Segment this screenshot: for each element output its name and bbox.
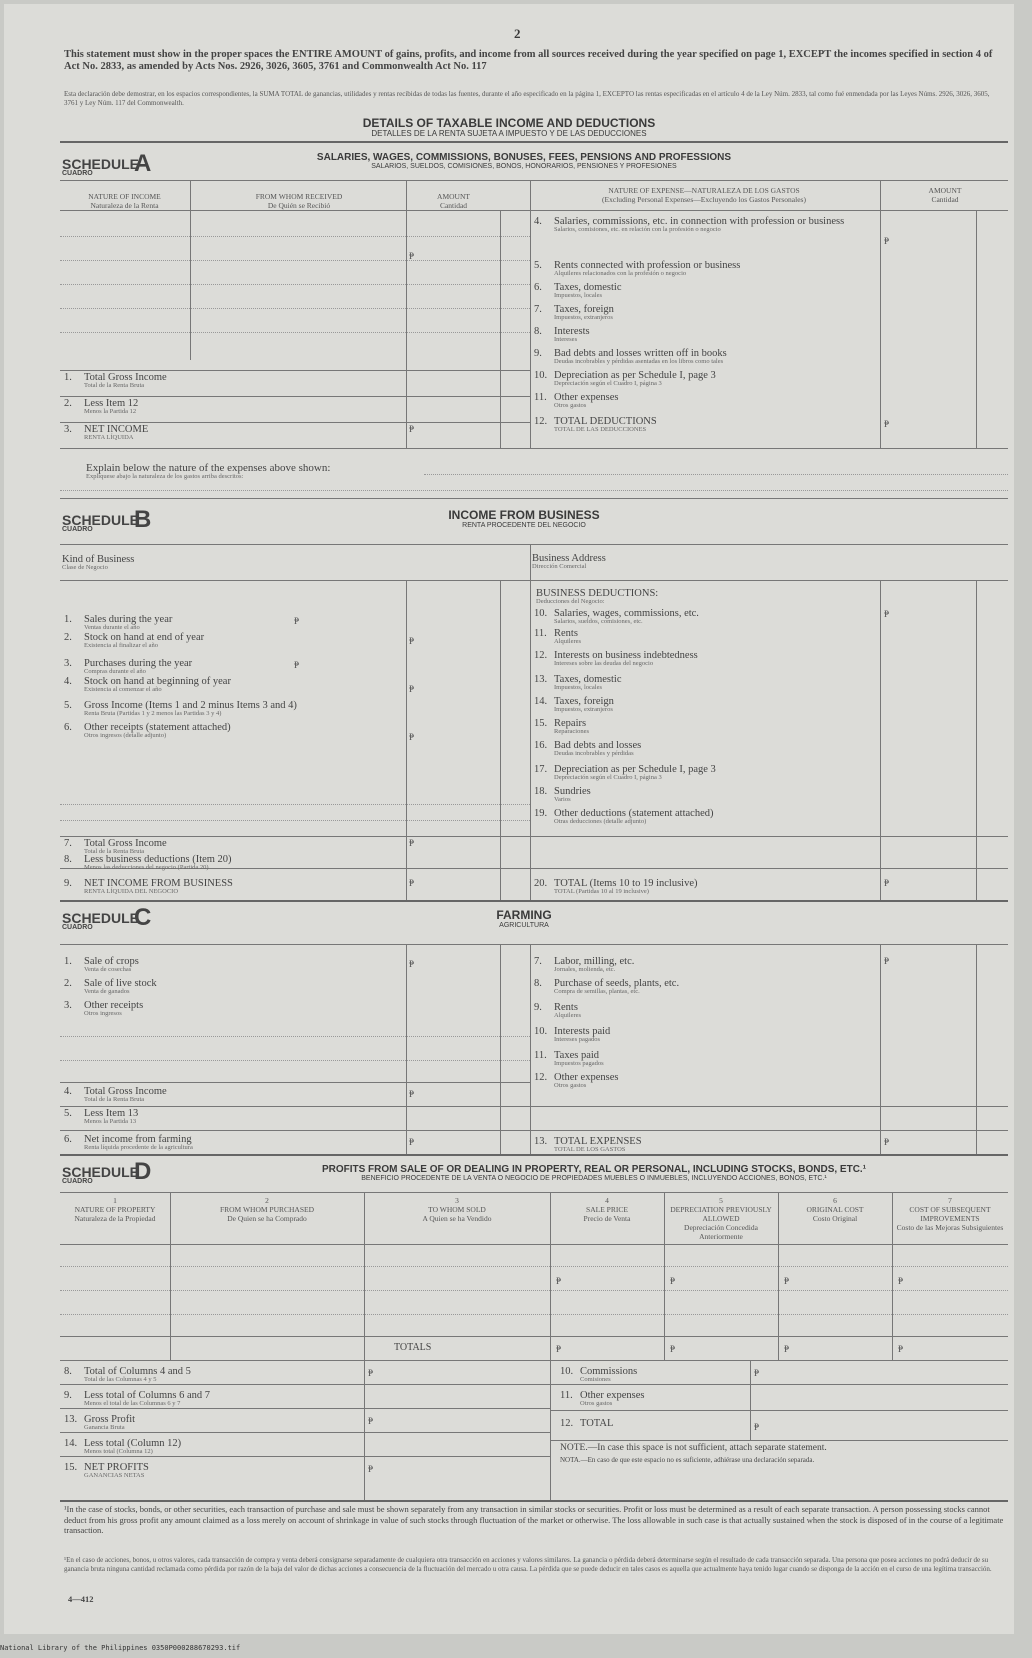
line-label: Labor, milling, etc. [554, 956, 635, 967]
line-label: Interests paid [554, 1026, 611, 1037]
line-number: 4. [64, 1086, 72, 1097]
line-label: Taxes paid [554, 1050, 600, 1061]
line-item [534, 808, 874, 825]
line-number: 11. [560, 1390, 573, 1401]
line-number: 13. [534, 1136, 548, 1147]
line-label: Other receipts [84, 1000, 144, 1011]
line-number: 12. [560, 1418, 574, 1429]
col-en: SALE PRICE [586, 1205, 628, 1214]
business-deductions-head: BUSINESS DEDUCTIONS: Deducciones del Negocio: [536, 588, 659, 605]
line-label: Other expenses [580, 1390, 645, 1401]
schedule-a-label: SCHEDULE A CUADRO [62, 150, 152, 177]
line-label-es: Intereses [554, 336, 578, 343]
line-item [534, 216, 874, 233]
col-from-whom-received: FROM WHOM RECEIVED De Quién se Recibió [255, 192, 343, 210]
line-label-es: Venta de ganados [84, 988, 130, 995]
line-label-es: Salarios, sueldos, comisiones, etc. [554, 618, 643, 625]
line-number: 17. [534, 764, 548, 775]
line-label: NET INCOME FROM BUSINESS [84, 878, 233, 889]
line-label: Other deductions (statement attached) [554, 808, 714, 819]
line-item [64, 398, 394, 415]
line-label-es: Comisiones [580, 1376, 611, 1383]
line-number: 5. [534, 260, 542, 271]
line-item [534, 696, 874, 713]
line-label-es: Otros gastos [554, 402, 587, 409]
line-number: 15. [64, 1462, 78, 1473]
line-label: Less total (Column 12) [84, 1438, 182, 1449]
line-item [534, 1026, 874, 1043]
line-label: Sale of live stock [84, 978, 157, 989]
line-label: Stock on hand at end of year [84, 632, 205, 643]
col-amount-2: AMOUNT Cantidad [928, 186, 962, 204]
line-number: 9. [64, 878, 72, 889]
line-item [64, 1462, 354, 1479]
line-number: 10. [560, 1366, 574, 1377]
line-number: 11. [534, 628, 547, 639]
line-label: Stock on hand at beginning of year [84, 676, 231, 687]
line-number: 3. [64, 1000, 72, 1011]
col-n: 2 [265, 1196, 269, 1205]
line-item [64, 878, 394, 895]
kind-of-business: Kind of Business Clase de Negocio [62, 554, 135, 571]
schedule-d-col-7 [892, 1196, 1008, 1232]
scan-label: National Library of the Philippines 0350P000288670293.tif [0, 1644, 241, 1652]
col-en: COST OF SUBSEQUENT IMPROVEMENTS [909, 1205, 991, 1223]
line-label: NET PROFITS [84, 1462, 149, 1473]
line-item [64, 1108, 394, 1125]
line-label-es: TOTAL DE LAS DEDUCCIONES [554, 426, 647, 433]
line-number: 8. [534, 326, 542, 337]
col-es: A Quien se ha Vendido [422, 1214, 492, 1223]
line-label-es: Depreciación según el Cuadro I, página 3 [554, 774, 662, 781]
line-label: Less business deductions (Item 20) [84, 854, 232, 865]
line-label: TOTAL DEDUCTIONS [554, 416, 657, 427]
line-label-es: Total de la Renta Bruta [84, 382, 145, 389]
line-label-es: Deudas incobrables y pérdidas asentadas en los libros como tales [554, 358, 724, 365]
line-item [64, 1414, 354, 1431]
col-nature-of-expense: NATURE OF EXPENSE—NATURALEZA DE LOS GASTOS (Excluding Personal Expenses—Excluyendo los Gastos Personales) [602, 186, 806, 204]
line-item [534, 978, 874, 995]
line-label: Less total of Columns 6 and 7 [84, 1390, 210, 1401]
line-label-es: TOTAL DE LOS GASTOS [554, 1146, 626, 1153]
line-label-es: Total de las Columnas 4 y 5 [84, 1376, 157, 1383]
line-label: Purchase of seeds, plants, etc. [554, 978, 680, 989]
line-label: Purchases during the year [84, 658, 193, 669]
line-label-es: Renta Bruta (Partidas 1 y 2 menos las Partidas 3 y 4) [84, 710, 222, 717]
line-item [64, 658, 394, 675]
line-item [64, 1086, 394, 1103]
col-es: Costo Original [812, 1214, 858, 1223]
col-n: 3 [455, 1196, 459, 1205]
col-es: De Quien se ha Comprado [227, 1214, 307, 1223]
line-label: Gross Profit [84, 1414, 136, 1425]
line-label-es: Menos las deducciones del negocio (Partida 20) [84, 864, 209, 871]
line-label-es: TOTAL (Partidas 10 al 19 inclusive) [554, 888, 649, 895]
footnote-english: ¹In the case of stocks, bonds, or other securities, each transaction of purchase and sale must be shown separately from any transaction in similar stocks or securities. Profit or loss must be determined as a result of each separate transaction. A person possessing stocks cannot deduct from his gross profit any amount claimed as a loss merely on account of shrinkage in value of such stocks through fluctuation of the market or otherwise. The loss allowable in such case is that actually sustained when the stock is disposed of in the course of a legitimate transaction. [64, 1504, 1004, 1535]
line-label-es: Impuestos pagados [554, 1060, 604, 1067]
line-label: Total Gross Income [84, 1086, 167, 1097]
line-label-es: Total de la Renta Bruta [84, 848, 145, 855]
line-label-es: Compras durante el año [84, 668, 146, 675]
line-label-es: Alquileres [554, 1012, 582, 1019]
line-label-es: Existencia al finalizar el año [84, 642, 158, 649]
line-label-es: GANANCIAS NETAS [84, 1472, 145, 1479]
line-item [534, 674, 874, 691]
schedule-d-col-3 [364, 1196, 550, 1223]
line-label: Interests [554, 326, 590, 337]
line-item [534, 786, 874, 803]
line-item [534, 304, 874, 321]
line-label-es: Deudas incobrables y pérdidas [554, 750, 634, 757]
line-label-es: Otros gastos [554, 1082, 587, 1089]
line-label: TOTAL EXPENSES [554, 1136, 642, 1147]
main-title-es: DETALLES DE LA RENTA SUJETA A IMPUESTO Y DE LAS DEDUCCIONES [371, 129, 647, 138]
line-item [534, 628, 874, 645]
col-en: ORIGINAL COST [806, 1205, 864, 1214]
line-item [64, 676, 394, 693]
line-item [64, 854, 394, 871]
line-item [534, 718, 874, 735]
line-number: 7. [534, 304, 542, 315]
line-number: 10. [534, 1026, 548, 1037]
line-number: 6. [534, 282, 542, 293]
line-label: Less Item 12 [84, 398, 139, 409]
line-label-es: Menos total (Columna 12) [84, 1448, 153, 1455]
intro-spanish: Esta declaración debe demostrar, en los espacios correspondientes, la SUMA TOTAL de ganancias, utilidades y rentas recibidas de todas las fuentes, durante el año especificado en la página 1, EXCEPTO las rentas especificadas en el artículo 4 de la Ley Núm. 2833, tal como fué enmendada por las Leyes Núms. 2926, 3026, 3605, 3761 y Ley Núm. 117 del Commonwealth. [64, 90, 990, 107]
line-label: Net income from farming [84, 1134, 192, 1145]
line-number: 19. [534, 808, 548, 819]
totals-label: TOTALS [394, 1342, 432, 1353]
line-item [64, 1438, 354, 1455]
intro-english: This statement must show in the proper spaces the ENTIRE AMOUNT of gains, profits, and income from all sources received during the year specified on page 1, EXCEPT the incomes specified in section 4 of Act No. 2833, as amended by Acts Nos. 2926, 3026, 3605, 3761 and Commonwealth Act No. 117 [64, 49, 993, 72]
line-item [64, 956, 394, 973]
col-n: 7 [948, 1196, 952, 1205]
col-es: Costo de las Mejoras Subsiguientes [896, 1223, 1004, 1232]
line-item [534, 650, 874, 667]
line-label: Taxes, foreign [554, 696, 614, 707]
line-label-es: Ventas durante el año [84, 624, 140, 631]
line-label: Commissions [580, 1366, 638, 1377]
line-number: 10. [534, 608, 548, 619]
schedule-b-title: INCOME FROM BUSINESS RENTA PROCEDENTE DEL NEGOCIO [448, 508, 600, 529]
line-item [534, 878, 874, 895]
line-number: 13. [64, 1414, 78, 1425]
line-number: 4. [64, 676, 72, 687]
schedule-d-title: PROFITS FROM SALE OF OR DEALING IN PROPERTY, REAL OR PERSONAL, INCLUDING STOCKS, BONDS, ETC.¹ BENEFICIO PROCEDENTE DE LA VENTA O NEGOCIO DE PROPIEDADES MUEBLES O INMUEBLES, INCLUYENDO ACCIONES, BONOS, ETC.¹ [321, 1164, 867, 1182]
col-n: 4 [605, 1196, 609, 1205]
line-number: 12. [534, 650, 548, 661]
line-label: Bad debts and losses [554, 740, 642, 751]
line-number: 4. [534, 216, 542, 227]
form-code: 4—412 [68, 1594, 94, 1604]
line-number: 9. [534, 1002, 542, 1013]
line-item [560, 1390, 740, 1407]
line-number: 3. [64, 658, 72, 669]
line-label: Bad debts and losses written off in books [554, 348, 727, 359]
schedule-c-label: SCHEDULE C CUADRO [62, 904, 152, 931]
col-n: 1 [113, 1196, 117, 1205]
line-item [64, 1390, 354, 1407]
line-number: 6. [64, 1134, 72, 1145]
col-en: FROM WHOM PURCHASED [219, 1205, 315, 1214]
line-label-es: Menos la Partida 12 [84, 408, 137, 415]
line-label-es: Impuestos, extranjeros [554, 314, 613, 321]
page-number: 2 [514, 26, 521, 41]
line-item [534, 282, 874, 299]
line-label: Other receipts (statement attached) [84, 722, 231, 733]
line-label: Gross Income (Items 1 and 2 minus Items 3 and 4) [84, 700, 297, 711]
schedule-d-label: SCHEDULE D CUADRO [62, 1158, 152, 1185]
line-label: Rents [554, 1002, 578, 1013]
line-number: 11. [534, 1050, 547, 1061]
col-es: Precio de Venta [583, 1214, 631, 1223]
line-item [560, 1418, 740, 1428]
line-item [64, 978, 394, 995]
line-label: Taxes, domestic [554, 674, 622, 685]
line-item [64, 424, 394, 441]
line-number: 14. [534, 696, 548, 707]
line-item [64, 700, 394, 717]
col-es: Naturaleza de la Propiedad [74, 1214, 156, 1223]
line-item [534, 392, 874, 409]
line-label: Depreciation as per Schedule I, page 3 [554, 764, 716, 775]
line-label-es: Otros ingresos (detalle adjunto) [84, 732, 167, 739]
business-address: Business Address Dirección Comercial [532, 553, 606, 570]
line-label: TOTAL (Items 10 to 19 inclusive) [554, 878, 698, 889]
line-label-es: Otras deducciones (detalle adjunto) [554, 818, 647, 825]
line-label-es: Alquileres [554, 638, 582, 645]
line-label-es: Renta líquida procedente de la agricultura [84, 1144, 193, 1151]
line-label-es: Impuestos, locales [554, 684, 603, 691]
col-nature-of-income: NATURE OF INCOME Naturaleza de la Renta [88, 192, 161, 210]
line-number: 1. [64, 372, 72, 383]
line-label-es: Alquileres relacionados con la profesión o negocio [554, 270, 687, 277]
line-number: 7. [64, 838, 72, 849]
line-number: 5. [64, 1108, 72, 1119]
line-number: 16. [534, 740, 548, 751]
line-label-es: Otros gastos [580, 1400, 613, 1407]
line-label: NET INCOME [84, 424, 149, 435]
line-item [534, 260, 874, 277]
line-label-es: Reparaciones [554, 728, 590, 735]
line-label: Sundries [554, 786, 591, 797]
line-item [64, 632, 394, 649]
schedule-d-note: NOTE.—In case this space is not sufficient, attach separate statement. NOTA.—En caso de que este espacio no es suficiente, adhiérase una declaración separada. [560, 1443, 827, 1464]
line-label: Total Gross Income [84, 838, 167, 849]
line-number: 8. [64, 854, 72, 865]
line-item [534, 370, 874, 387]
line-number: 20. [534, 878, 548, 889]
line-label: Salaries, commissions, etc. in connection with profession or business [554, 216, 845, 227]
line-item [534, 608, 874, 625]
line-item [64, 614, 394, 631]
line-item [534, 348, 874, 365]
line-label-es: Intereses sobre las deudas del negocio [554, 660, 654, 667]
line-item [534, 956, 874, 973]
line-number: 2. [64, 632, 72, 643]
col-n: 6 [833, 1196, 837, 1205]
schedule-a-title: SALARIES, WAGES, COMMISSIONS, BONUSES, FEES, PENSIONS AND PROFESSIONS SALARIOS, SUELDOS, COMISIONES, BONOS, HONORARIOS, PENSIONES Y PROFESIONES [316, 152, 732, 170]
line-number: 9. [64, 1390, 72, 1401]
line-label-es: Total de la Renta Bruta [84, 1096, 145, 1103]
col-es: Depreciación Concedida Anteriormente [684, 1223, 758, 1241]
line-label-es: Venta de cosechas [84, 966, 132, 973]
line-label: Total of Columns 4 and 5 [84, 1366, 191, 1377]
line-number: 12. [534, 1072, 548, 1083]
schedule-d-col-1 [60, 1196, 170, 1223]
col-en: NATURE OF PROPERTY [74, 1205, 156, 1214]
line-item [534, 1072, 874, 1089]
footnote-spanish: ¹En el caso de acciones, bonos, u otros valores, cada transacción de compra y venta deberá consignarse separadamente de cualquiera otra transacción en acciones y valores similares. La ganancia o pérdida deberá determinarse según el resultado de cada transacción separada. Una persona que posea acciones no podrá deducir de su ganancia bruta ninguna cantidad reclamada como pérdida por razón de la baja del valor de dichas acciones a consecuencia de la fluctuación del mercado u otra causa. La pérdida que se puede deducir en tales casos es aquella que actualmente haya tenido lugar cuando se disponga de la acción en el curso de una legítima transacción. [64, 1556, 992, 1573]
schedule-c-title: FARMING AGRICULTURA [496, 908, 552, 929]
line-label: Salaries, wages, commissions, etc. [554, 608, 699, 619]
col-n: 5 [719, 1196, 723, 1205]
line-item [64, 1000, 394, 1017]
line-label-es: Impuestos, locales [554, 292, 603, 299]
line-number: 8. [64, 1366, 72, 1377]
line-label-es: Depreciación según el Cuadro I, página 3 [554, 380, 662, 387]
line-label: Taxes, domestic [554, 282, 622, 293]
col-en: DEPRECIATION PREVIOUSLY ALLOWED [670, 1205, 772, 1223]
line-number: 6. [64, 722, 72, 733]
line-label-es: Compra de semillas, plantas, etc. [554, 988, 640, 995]
line-item [534, 1136, 874, 1153]
line-label-es: Impuestos, extranjeros [554, 706, 613, 713]
line-item [534, 764, 874, 781]
line-label: Other expenses [554, 1072, 619, 1083]
form-page: 2 This statement must show in the proper spaces the ENTIRE AMOUNT of gains, profits, and income from all sources received during the year specified on page 1, EXCEPT the incomes specified in section 4 of Act No. 2833, as amended by Acts Nos. 2926, 3026, 3605, 3761 and Commonwealth Act No. 117 Esta declaración debe demostrar, en los espacios correspondientes, la SUMA TOTAL de ganancias, utilidades y rentas recibidas de todas las fuentes, durante el año especificado en la página 1, EXCEPTO las rentas especificadas en el artículo 4 de la Ley Núm. 2833, tal como fué enmendada por las Leyes Núms. 2926, 3026, 3605, 3761 y Ley Núm. 117 del Commonwealth. DETAILS OF TAXABLE INCOME AND DEDUCTIONS DETALLES DE LA RENTA SUJETA A IMPUESTO Y DE LAS DEDUCCIONES SCHEDULE A CUADRO SALARIES, WAGES, COMMISSIONS, BONUSES, FEES, PENSIONS AND PROFESSIONS SALARIOS, SUELDOS, COMISIONES, BONOS, HONORARIOS, PENSIONES Y PROFESIONES NATURE OF INCOME Naturaleza de la Renta FROM WHOM RECEIVED De Quién se Recibió AMOUNT Cantidad NATURE OF EXPENSE—NATURALEZA DE LOS GASTOS (Excluding Personal Expenses—Excluyendo los Gastos Personales) AMOUNT Cantidad ₱ ₱ ₱ ₱ 1. Total Gross Income Total de la Renta Bruta 2. Less Item 12 Menos la Partida 12 3. NET INCOME RENTA LÍQUIDA 4. Salaries, commissions, etc. in connection with profession or business Salarios, comisiones, etc. en relación con la profesión o negocio 5. Rents connected with profession or business Alquileres relacionados con la profesión o negocio 6. Taxes, domestic Impuestos, locales 7. Taxes, foreign Impuestos, extranjeros 8. Interests Intereses 9. Bad debts and losses written off in books Deudas incobrables y pérdidas asentadas en los libros como tales 10. Depreciation as per Schedule I, page 3 Depreciación según el Cuadro I, página 3 11. Other expenses Otros gastos 12. TOTAL DEDUCTIONS TOTAL DE LAS DEDUCCIONES Explain below the nature of the expenses above shown: Explíquese abajo la naturaleza de los gastos arriba descritos: SCHEDULE B CUADRO INCOME FROM BUSINESS RENTA PROCEDENTE DEL NEGOCIO Kind of Business Clase de Negocio Business Address Dirección Comercial BUSINESS DEDUCTIONS: Deducciones del Negocio: ₱ ₱ ₱ ₱ ₱ ₱ ₱ ₱ ₱ 1. Sales during the year Ventas durante el año 2. Stock on hand at end of year Existencia al finalizar el año 3. Purchases during the year Compras durante el año 4. Stock on hand at beginning of year Existencia al comenzar el año 5. Gross Income (Items 1 and 2 minus Items 3 and 4) Renta Bruta (Partidas 1 y 2 menos las Partidas 3 y 4) 6. Other receipts (statement attached) Otros ingresos (detalle adjunto) 7. Total Gross Income Total de la Renta Bruta 8. Less business deductions (Item 20) Menos las deducciones del negocio (Partida 20) 9. NET INCOME FROM BUSINESS RENTA LÍQUIDA DEL NEGOCIO 10. Salaries, wages, commissions, etc. Salarios, sueldos, comisiones, etc. 11. Rents Alquileres 12. Interests on business indebtedness Intereses sobre las deudas del negocio 13. Taxes, domestic Impuestos, locales 14. Taxes, foreign Impuestos, extranjeros 15. Repairs Reparaciones 16. Bad debts and losses Deudas incobrables y pérdidas 17. Depreciation as per Schedule I, page 3 Depreciación según el Cuadro I, página 3 18. Sundries Varios 19. Other deductions (statement attached) Otras deducciones (detalle adjunto) 20. TOTAL (Items 10 to 19 inclusive) TOTAL (Partidas 10 al 19 inclusive) SCHEDULE C CUADRO FARMING AGRICULTURA ₱ ₱ ₱ ₱ ₱ 1. Sale of crops Venta de cosechas 2. Sale of live stock Venta de ganados 3. Other receipts Otros ingresos 4. Total Gross Income Total de la Renta Bruta 5. Less Item 13 Menos la Partida 13 6. Net income from farming Renta líquida procedente de la agricultura 7. Labor, milling, etc. Jornales, molienda, etc. 8. Purchase of seeds, plants, etc. Compra de semillas, plantas, etc. 9. Rents Alquileres 10. Interests paid Intereses pagados 11. Taxes paid Impuestos pagados 12. Other expenses Otros gastos 13. TOTAL EXPENSES TOTAL DE LOS GASTOS SCHEDULE D CUADRO PROFITS FROM SALE OF OR DEALING IN PROPERTY, REAL OR PERSONAL, INCLUDING STOCKS, BONDS, ETC.¹ BENEFICIO PROCEDENTE DE LA VENTA O NEGOCIO DE PROPIEDADES MUEBLES O INMUEBLES, INCLUYENDO ACCIONES, BONOS, ETC.¹ 1 NATURE OF PROPERTY Naturaleza de la Propiedad 2 FROM WHOM PURCHASED De Quien se ha Comprado 3 TO WHOM SOLD A Quien se ha Vendido 4 SALE PRICE Precio de Venta 5 DEPRECIATION PREVIOUSLY ALLOWED Depreciación Concedida Anteriormente 6 ORIGINAL COST Costo Original 7 COST OF SUBSEQUENT IMPROVEMENTS Costo de las Mejoras Subsiguientes TOTALS ₱ ₱ ₱ ₱ ₱ ₱ ₱ ₱ ₱ ₱ ₱ ₱ ₱ 8. Total of Columns 4 and 5 Total de las Columnas 4 y 5 9. Less total of Columns 6 and 7 Menos el total de las Columnas 6 y 7 13. Gross Profit Ganancia Bruta 14. Less total (Column 12) Menos total (Columna 12) 15. NET PROFITS GANANCIAS NETAS 10. Commissions Comisiones 11. Other expenses Otros gastos 12. TOTAL NOTE.—In case this space is not sufficient, attach separate statement. NOTA.—En caso de que este espacio no es suficiente, adhiérase una declaración separada. ¹In the case of stocks, bonds, or other securities, each transaction of purchase and sale must be shown separately from any transaction in similar stocks or securities. Profit or loss must be determined as a result of each separate transaction. A person possessing stocks cannot deduct from his gross profit any amount claimed as a loss merely on account of shrinkage in value of such stocks through fluctuation of the market or otherwise. The loss allowable in such case is that actually sustained when the stock is disposed of in the course of a legitimate transaction. ¹En el caso de acciones, bonos, u otros valores, cada transacción de compra y venta deberá consignarse separadamente de cualquiera otra transacción en acciones y valores similares. La ganancia o pérdida deberá determinarse según el resultado de cada transacción separada. Una persona que posea acciones no podrá deducir de su ganancia bruta ninguna cantidad reclamada como pérdida por razón de la baja del valor de dichas acciones a consecuencia de la fluctuación del mercado u otra causa. La pérdida que se puede deducir en tales casos es aquella que actualmente haya tenido lugar cuando se disponga de la acción en el curso de una legítima transacción. 4—412 [4, 4, 1014, 1634]
line-label: Sale of crops [84, 956, 139, 967]
main-title: DETAILS OF TAXABLE INCOME AND DEDUCTIONS [362, 116, 656, 130]
line-item [64, 838, 394, 855]
line-label: Interests on business indebtedness [554, 650, 698, 661]
line-label: Taxes, foreign [554, 304, 614, 315]
line-label: TOTAL [580, 1418, 614, 1429]
line-number: 12. [534, 416, 548, 427]
line-label-es: Menos la Partida 13 [84, 1118, 137, 1125]
line-item [64, 722, 394, 739]
line-label: Other expenses [554, 392, 619, 403]
line-label-es: Menos el total de las Columnas 6 y 7 [84, 1400, 181, 1407]
line-number: 9. [534, 348, 542, 359]
line-label: Repairs [554, 718, 587, 729]
line-number: 5. [64, 700, 72, 711]
schedule-d-col-6 [778, 1196, 892, 1223]
line-item [64, 372, 394, 389]
line-label-es: Varios [554, 796, 571, 803]
line-label: Total Gross Income [84, 372, 167, 383]
line-item [534, 416, 874, 433]
line-number: 3. [64, 424, 72, 435]
line-number: 1. [64, 614, 72, 625]
line-item [560, 1366, 740, 1383]
line-number: 2. [64, 398, 72, 409]
line-number: 15. [534, 718, 548, 729]
line-label-es: RENTA LÍQUIDA DEL NEGOCIO [84, 888, 179, 895]
schedule-d-col-4 [550, 1196, 664, 1223]
line-number: 7. [534, 956, 542, 967]
line-number: 10. [534, 370, 548, 381]
line-label: Depreciation as per Schedule I, page 3 [554, 370, 716, 381]
col-en: TO WHOM SOLD [428, 1205, 486, 1214]
line-item [64, 1134, 394, 1151]
line-label: Rents connected with profession or business [554, 260, 741, 271]
line-label: Rents [554, 628, 578, 639]
line-item [534, 326, 874, 343]
line-number: 18. [534, 786, 548, 797]
schedule-d-col-2 [170, 1196, 364, 1223]
line-number: 14. [64, 1438, 78, 1449]
line-label-es: RENTA LÍQUIDA [84, 434, 134, 441]
line-label-es: Ganancia Bruta [84, 1424, 125, 1431]
line-number: 8. [534, 978, 542, 989]
line-number: 2. [64, 978, 72, 989]
line-label-es: Intereses pagados [554, 1036, 601, 1043]
schedule-b-label: SCHEDULE B CUADRO [62, 506, 152, 533]
line-number: 1. [64, 956, 72, 967]
line-item [534, 1050, 874, 1067]
line-item [534, 1002, 874, 1019]
line-label-es: Salarios, comisiones, etc. en relación con la profesión o negocio [554, 226, 721, 233]
schedule-a-explain: Explain below the nature of the expenses above shown: Explíquese abajo la naturaleza de los gastos arriba descritos: [86, 462, 331, 480]
line-number: 11. [534, 392, 547, 403]
line-label-es: Otros ingresos [84, 1010, 122, 1017]
line-label-es: Jornales, molienda, etc. [554, 966, 616, 973]
schedule-d-col-5 [664, 1196, 778, 1241]
line-item [534, 740, 874, 757]
line-label: Sales during the year [84, 614, 173, 625]
line-label-es: Existencia al comenzar el año [84, 686, 162, 693]
line-number: 13. [534, 674, 548, 685]
col-amount: AMOUNT Cantidad [437, 192, 470, 210]
line-item [64, 1366, 354, 1383]
line-label: Less Item 13 [84, 1108, 139, 1119]
